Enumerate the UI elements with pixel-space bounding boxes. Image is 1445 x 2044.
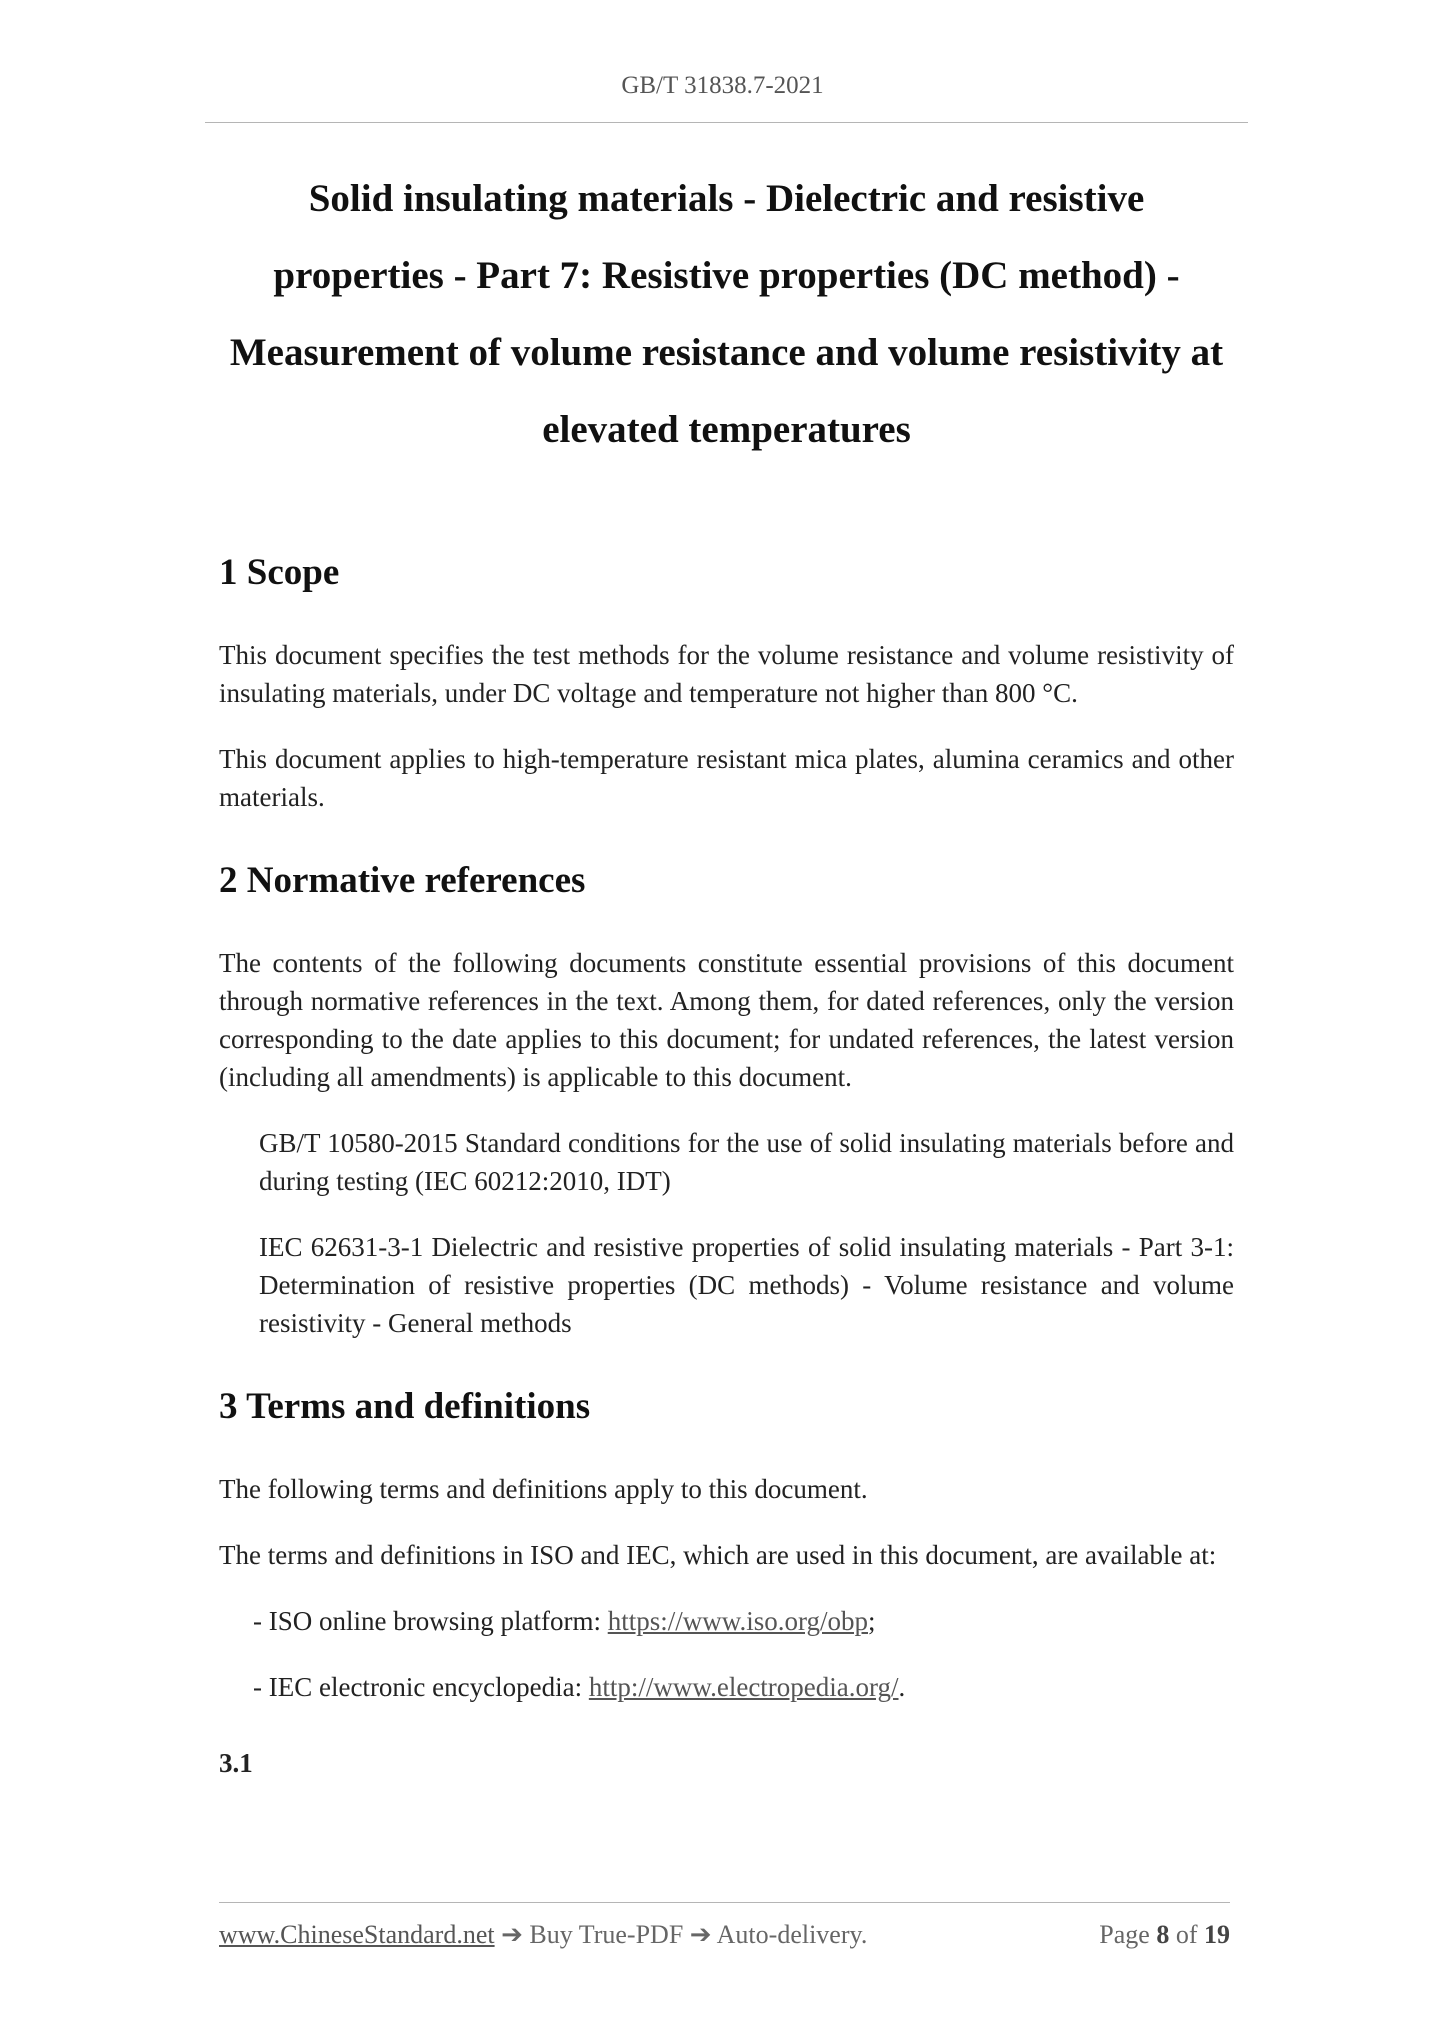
document-code-header: GB/T 31838.7-2021 [621,72,824,99]
terms-paragraph: The following terms and definitions apply to this document. [219,1474,868,1504]
bullet-punctuation: . [898,1672,906,1702]
current-page-number: 8 [1156,1920,1170,1949]
bullet-item-iso [219,1602,1234,1640]
reference-item: GB/T 10580-2015 Standard conditions for the use of solid insulating materials before and during testing (IEC 60212:2010, IDT) [259,1128,1234,1196]
chinesestandard-link[interactable]: www.ChineseStandard.net [219,1920,495,1949]
scope-paragraph: This document specifies the test methods for the volume resistance and volume resistivity of insulating materials, under DC voltage and temperature not higher than 800 °C. [219,640,1234,708]
title-line: Measurement of volume resistance and volume resistivity at [229,331,1224,374]
delivery-text: Auto-delivery. [711,1920,868,1949]
bullet-item-iec [219,1668,1234,1706]
title-line: properties - Part 7: Resistive properties (DC method) - [273,254,1180,297]
total-page-number: 19 [1204,1920,1230,1949]
header-divider [205,122,1248,123]
bullet-text: - ISO online browsing platform: [253,1606,608,1636]
buy-text: Buy True-PDF [522,1920,690,1949]
iso-obp-link[interactable]: https://www.iso.org/obp [607,1606,868,1636]
title-line: elevated temperatures [542,408,911,451]
page-counter [1099,1920,1230,1950]
footer-promo [219,1920,867,1950]
reference-item: IEC 62631-3-1 Dielectric and resistive properties of solid insulating materials - Part 3-1: Determination of resistive properties (DC methods) - Volume resistance and volume resistivity - General methods [259,1232,1234,1338]
bullet-punctuation: ; [868,1606,876,1636]
section-heading-scope: 1 Scope [219,552,340,593]
document-body [219,536,1234,1782]
page-label: Page [1099,1920,1150,1949]
document-title [205,160,1248,468]
clause-number: 3.1 [219,1748,253,1778]
bullet-text: - IEC electronic encyclopedia: [253,1672,589,1702]
section-heading-normative-references: 2 Normative references [219,860,586,901]
terms-paragraph: The terms and definitions in ISO and IEC, which are used in this document, are available at: [219,1540,1217,1570]
section-heading-terms-definitions: 3 Terms and definitions [219,1386,591,1427]
arrow-right-icon: ➔ [689,1920,712,1949]
footer-divider [219,1902,1230,1903]
arrow-right-icon: ➔ [501,1920,523,1949]
of-label: of [1175,1920,1198,1949]
scope-paragraph: This document applies to high-temperature resistant mica plates, alumina ceramics and other materials. [219,744,1234,812]
normative-references-paragraph: The contents of the following documents constitute essential provisions of this document through normative references in the text. Among them, for dated references, only the version corresponding to the date applies to this document; for undated references, the latest version (including all amendments) is applicable to this document. [219,948,1234,1092]
electropedia-link[interactable]: http://www.electropedia.org/ [588,1672,899,1702]
title-line: Solid insulating materials - Dielectric and resistive [308,177,1145,220]
